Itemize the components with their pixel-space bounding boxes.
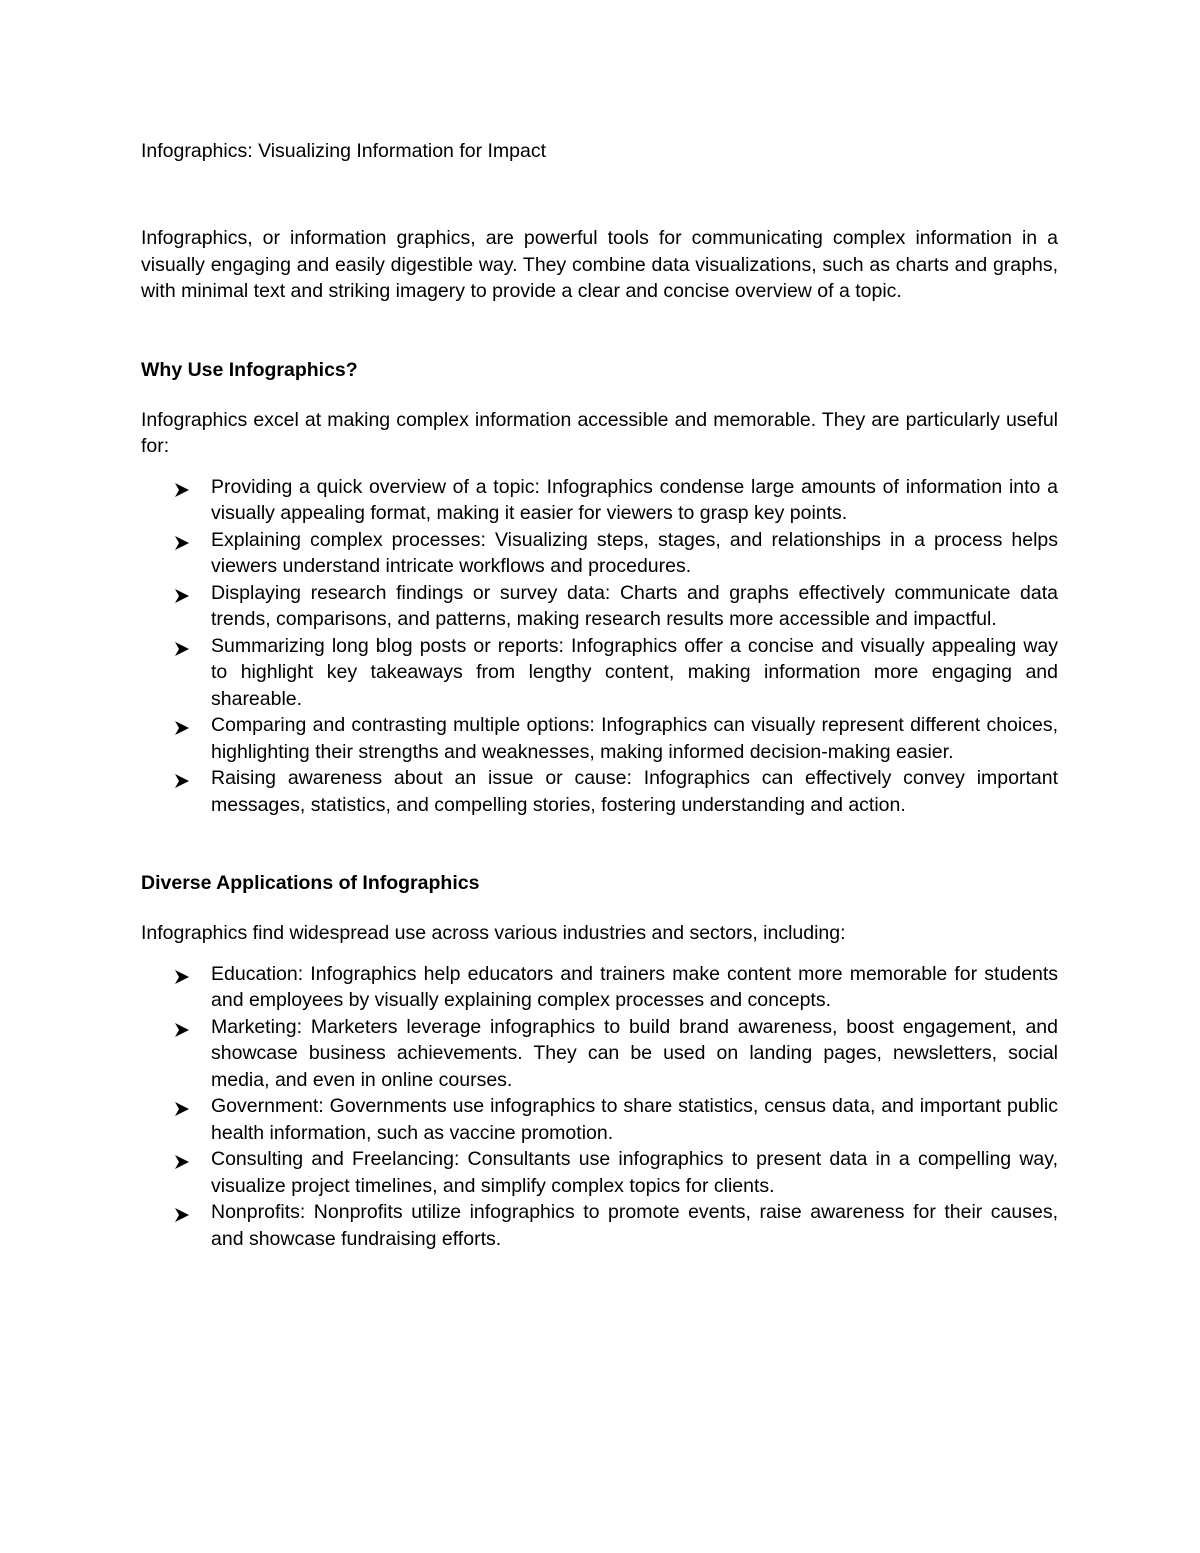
arrowhead-bullet-icon — [174, 585, 190, 601]
document-page — [141, 138, 1058, 1252]
list-item — [141, 1146, 1058, 1199]
list-item-text: Providing a quick overview of a topic: Infographics condense large amounts of information into a visually appealing format, making it easier for viewers to grasp key points. — [211, 475, 1058, 524]
list-item — [141, 961, 1058, 1014]
arrowhead-bullet-icon — [174, 479, 190, 495]
list-item — [141, 1014, 1058, 1094]
intro-paragraph: Infographics, or information graphics, are powerful tools for communicating complex information in a visually engaging and easily digestible way. They combine data visualizations, such as charts and graphs, with minimal text and striking imagery to provide a clear and concise overview of a topic. — [141, 227, 1058, 302]
list-item-text: Raising awareness about an issue or cause: Infographics can effectively convey important messages, statistics, and compelling stories, fostering understanding and action. — [211, 767, 1058, 816]
list-item-text: Government: Governments use infographics to share statistics, census data, and important public health information, such as vaccine promotion. — [211, 1095, 1058, 1144]
list-item-text: Marketing: Marketers leverage infographics to build brand awareness, boost engagement, and showcase business achievements. They can be used on landing pages, newsletters, social media, and even in online courses. — [211, 1015, 1058, 1091]
list-item-text: Summarizing long blog posts or reports: Infographics offer a concise and visually appealing way to highlight key takeaways from lengthy content, making information more engaging and shareable. — [211, 634, 1058, 710]
list-item-text: Nonprofits: Nonprofits utilize infographics to promote events, raise awareness for their causes, and showcase fundraising efforts. — [211, 1201, 1058, 1250]
arrowhead-bullet-icon — [174, 1019, 190, 1035]
list-item — [141, 633, 1058, 713]
list-item — [141, 1199, 1058, 1252]
arrowhead-bullet-icon — [174, 1151, 190, 1167]
arrowhead-bullet-icon — [174, 717, 190, 733]
list-item — [141, 765, 1058, 818]
list-item-text: Comparing and contrasting multiple options: Infographics can visually represent different choices, highlighting their strengths and weaknesses, making informed decision-making easier. — [211, 714, 1058, 763]
arrowhead-bullet-icon — [174, 532, 190, 548]
arrowhead-bullet-icon — [174, 966, 190, 982]
diverse-heading: Diverse Applications of Infographics — [141, 872, 480, 894]
arrowhead-bullet-icon — [174, 1098, 190, 1114]
diverse-bullet-list — [141, 961, 1058, 1253]
why-bullet-list — [141, 474, 1058, 819]
list-item — [141, 474, 1058, 527]
list-item-text: Education: Infographics help educators and trainers make content more memorable for students and employees by visually explaining complex processes and concepts. — [211, 962, 1058, 1011]
list-item-text: Consulting and Freelancing: Consultants use infographics to present data in a compelling way, visualize project timelines, and simplify complex topics for clients. — [211, 1148, 1058, 1197]
list-item — [141, 712, 1058, 765]
list-item-text: Explaining complex processes: Visualizing steps, stages, and relationships in a process helps viewers understand intricate workflows and procedures. — [211, 528, 1058, 577]
list-item-text: Displaying research findings or survey data: Charts and graphs effectively communicate data trends, comparisons, and patterns, making research results more accessible and impactful. — [211, 581, 1058, 630]
document-title: Infographics: Visualizing Information for Impact — [141, 140, 547, 162]
list-item — [141, 580, 1058, 633]
arrowhead-bullet-icon — [174, 770, 190, 786]
diverse-intro-paragraph: Infographics find widespread use across various industries and sectors, including: — [141, 922, 846, 944]
arrowhead-bullet-icon — [174, 1204, 190, 1220]
list-item — [141, 527, 1058, 580]
why-intro-paragraph: Infographics excel at making complex information accessible and memorable. They are particularly useful for: — [141, 408, 1058, 457]
list-item — [141, 1093, 1058, 1146]
why-heading: Why Use Infographics? — [141, 358, 358, 381]
arrowhead-bullet-icon — [174, 638, 190, 654]
